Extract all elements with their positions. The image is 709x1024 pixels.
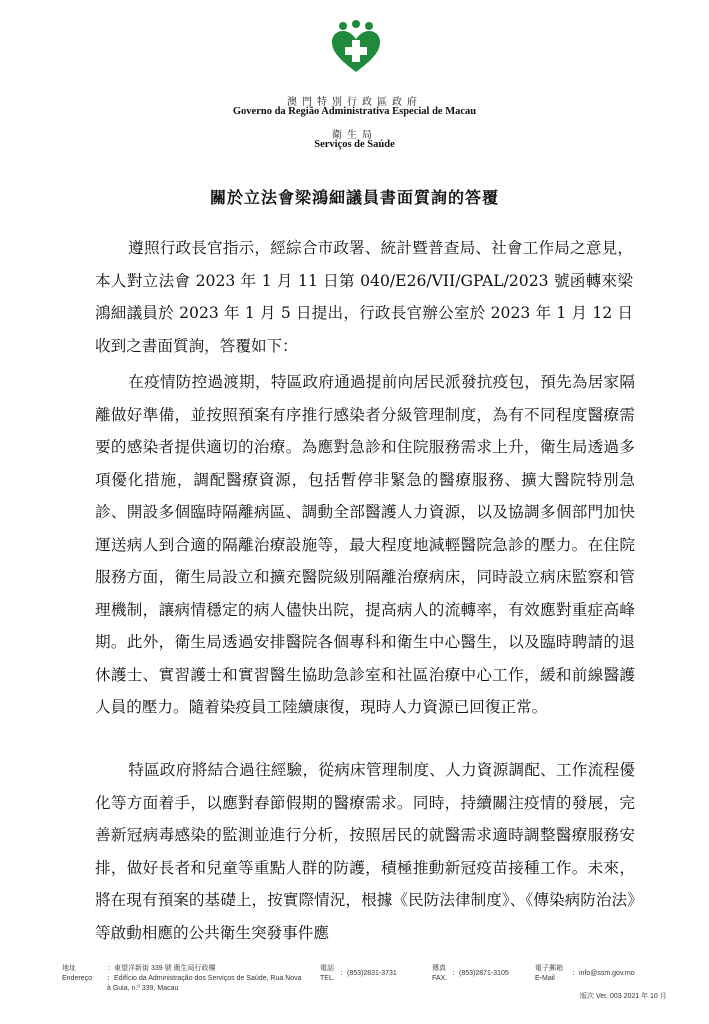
ssm-logo-icon — [330, 20, 382, 74]
department-name-portuguese: Serviços de Saúde — [314, 139, 395, 150]
paragraph-text: 遵照行政長官指示，經綜合市政署、統計暨普查局、社會工作局之意見，本人對立法會 2023 年 1 月 11 日第 040/E26/VII/GPAL/2023 號函轉來梁鴻細議員於 2023 年 1 月 5 日提出，行政長官辦公室於 2023 年 1 月 12 日收到之書面質詢，答覆如下： — [95, 239, 633, 355]
paragraph-3 — [95, 754, 635, 949]
paragraph-text: 在疫情防控過渡期，特區政府通過提前向居民派發抗疫包，預先為居家隔離做好準備，並按照預案有序推行感染者分級管理制度，為有不同程度醫療需要的感染者提供適切的治療。為應對急診和住院服務需求上升，衛生局透過多項優化措施，調配醫療資源，包括暫停非緊急的醫療服務、擴大醫院特別急診、開設多個臨時隔離病區、調動全部醫護人力資源，以及協調多個部門加快運送病人到合適的隔離治療設施等，最大程度地減輕醫院急診的壓力。在住院服務方面，衛生局設立和擴充醫院級別隔離治療病床，同時設立病床監察和管理機制，讓病情穩定的病人儘快出院，提高病人的流轉率，有效應對重症高峰期。此外，衛生局透過安排醫院各個專科和衛生中心醫生，以及臨時聘請的退休護士、實習護士和實習醫生協助急診室和社區治療中心工作，緩和前線醫護人員的壓力。隨着染疫員工陸續康復，現時人力資源已回復正常。 — [95, 373, 635, 716]
paragraph-text: 特區政府將結合過往經驗，從病床管理制度、人力資源調配、工作流程優化等方面着手，以應對春節假期的醫療需求。同時，持續關注疫情的發展，完善新冠病毒感染的監測並進行分析，按照居民的就醫需求適時調整醫療服務安排，做好長者和兒童等重點人群的防護，積極推動新冠疫苗接種工作。未來，將在現有預案的基礎上，按實際情況，根據《民防法律制度》、《傳染病防治法》等啟動相應的公共衛生突發事件應 — [95, 761, 635, 942]
fax-value: ：(853)2871-3105 — [452, 970, 509, 977]
address-value: ：東望洋新街 339 號 衛生局行政樓 ：Edifício da Administração dos Serviços de Saúde, Rua Nova à Guia, n.º 339, Macau — [107, 965, 302, 992]
email-label: 電子郵箱 E-Mail — [535, 965, 563, 982]
page-footer — [0, 962, 709, 1024]
tel-value: ：(853)2831-3731 — [340, 970, 397, 977]
email-value: ：info@ssm.gov.mo — [572, 970, 635, 977]
document-version: 版次 Ver. 003 2021 年 10 月 — [580, 993, 667, 1000]
paragraph-2 — [95, 366, 635, 724]
government-name-portuguese: Governo da Região Administrativa Especial de Macau — [232, 106, 477, 117]
government-name-chinese: 澳門特別行政區政府 — [287, 97, 422, 108]
document-title: 關於立法會梁鴻細議員書面質詢的答覆 — [209, 188, 499, 207]
paragraph-1 — [95, 232, 633, 362]
fax-label: 傳真 FAX. — [432, 965, 448, 982]
department-name-chinese: 衛生局 — [332, 130, 377, 141]
address-label: 地址 Endereço — [62, 965, 92, 982]
tel-label: 電話 TEL. — [320, 965, 335, 982]
